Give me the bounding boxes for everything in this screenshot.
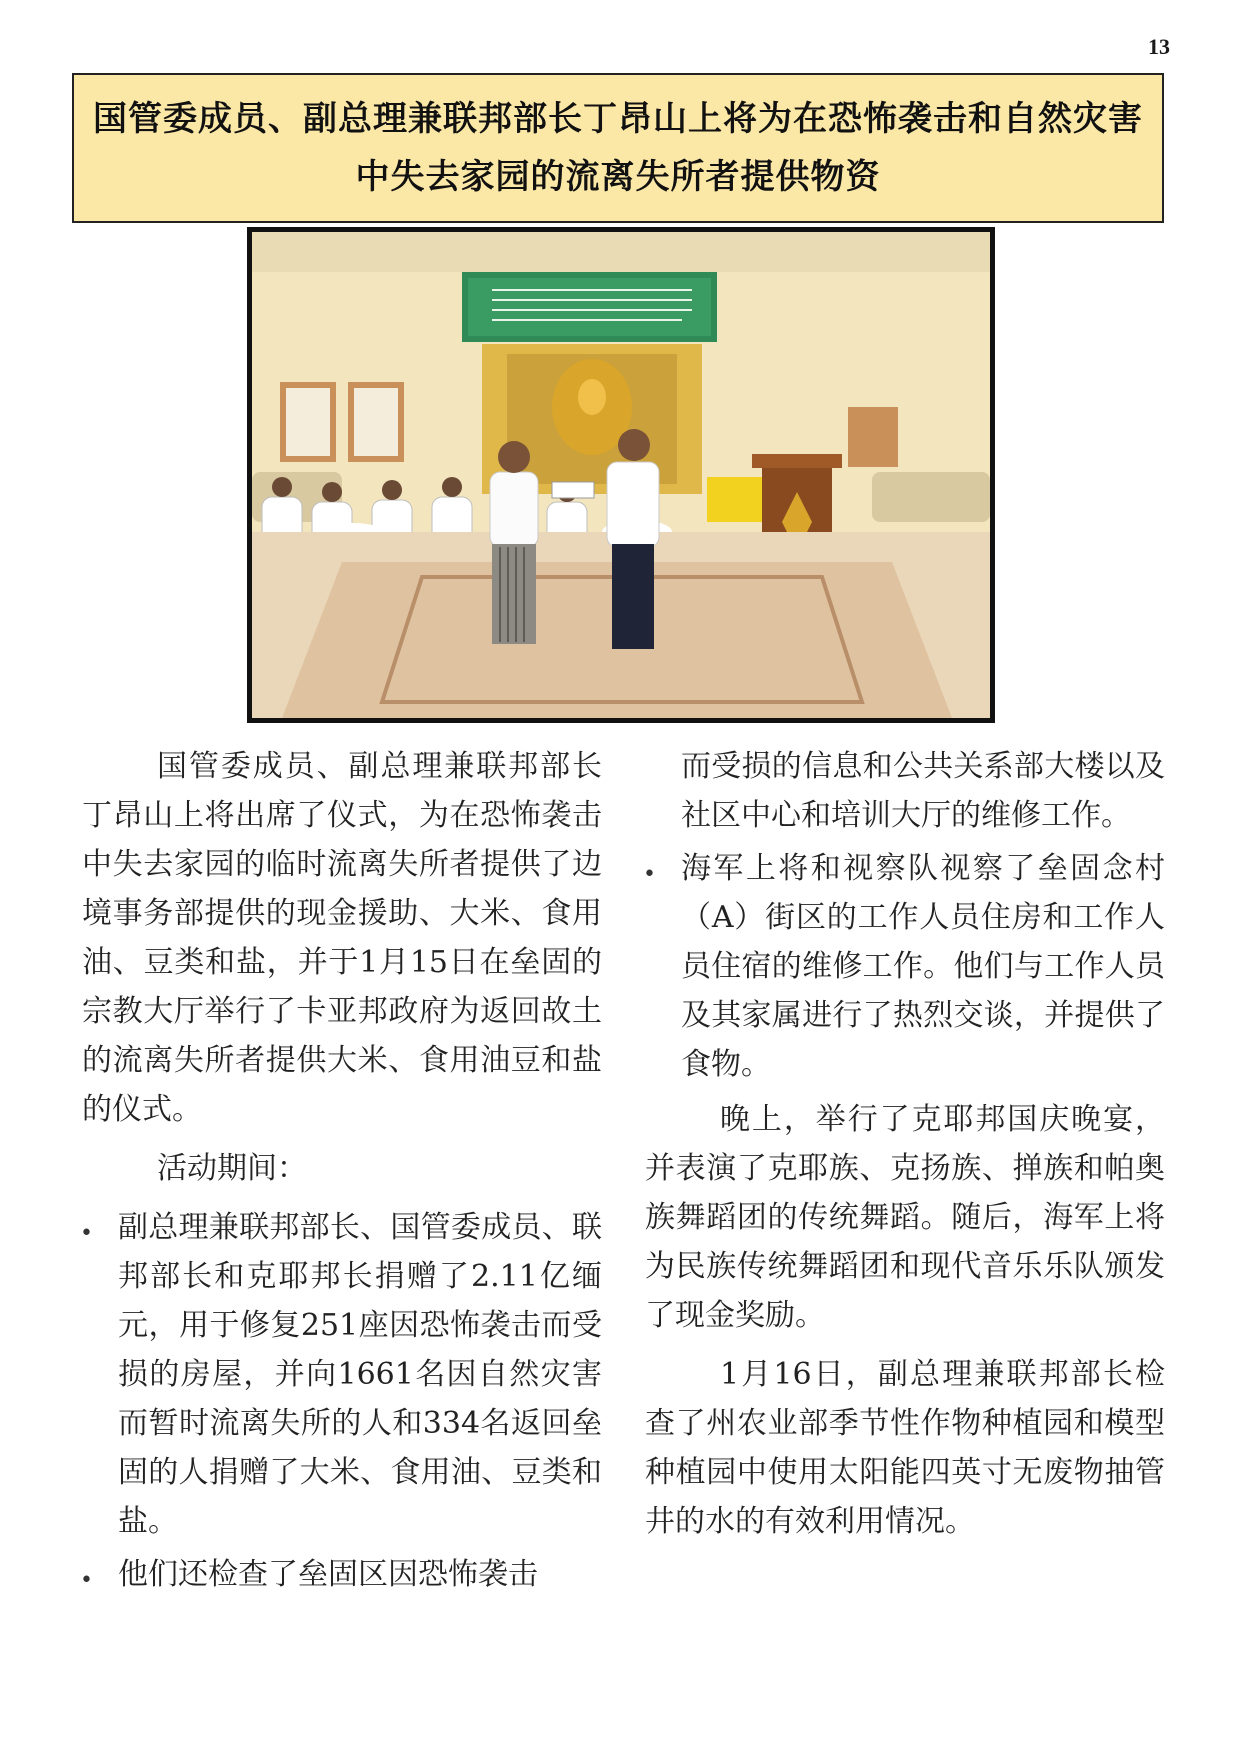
bullet-donation: • 副总理兼联邦部长、国管委成员、联邦部长和克耶邦长捐赠了2.11亿缅元，用于修复251座因恐怖袭击而受损的房屋，并向1661名因自然灾害而暂时流离失所的人和334名返回垒固的人捐赠了大米、食用油、豆类和盐。 bbox=[82, 1203, 602, 1546]
jan16-paragraph: 1月16日，副总理兼联邦部长检查了州农业部季节性作物种植园和模型种植园中使用太阳能四英寸无废物抽管井的水的有效利用情况。 bbox=[645, 1357, 1165, 1539]
person-right bbox=[607, 462, 659, 547]
bullet-inspection-start: • 他们还检查了垒固区因恐怖袭击 bbox=[82, 1550, 602, 1599]
person-left bbox=[490, 472, 538, 547]
evening-paragraph: 晚上，举行了克耶邦国庆晚宴，并表演了克耶族、克扬族、掸族和帕奥族舞蹈团的传统舞蹈。随后，海军上将为民族传统舞蹈团和现代音乐乐队颁发了现金奖励。 bbox=[645, 1102, 1165, 1333]
right-column bbox=[645, 742, 1165, 1556]
left-column bbox=[82, 742, 602, 1603]
envelope bbox=[552, 482, 594, 498]
intro-paragraph: 国管委成员、副总理兼联邦部长丁昂山上将出席了仪式，为在恐怖袭击中失去家园的临时流离失所者提供了边境事务部提供的现金援助、大米、食用油、豆类和盐，并于1月15日在垒固的宗教大厅举行了卡亚邦政府为返回故土的流离失所者提供大米、食用油豆和盐的仪式。 bbox=[82, 749, 602, 1127]
bullet-inspection-cont: 而受损的信息和公共关系部大楼以及社区中心和培训大厅的维修工作。 bbox=[681, 749, 1165, 833]
article-title: 国管委成员、副总理兼联邦部长丁昂山上将为在恐怖袭击和自然灾害中失去家园的流离失所者提供物资 bbox=[93, 99, 1143, 197]
page-number: 13 bbox=[1148, 34, 1170, 59]
bullet-navy-visit: • 海军上将和视察队视察了垒固念村（A）街区的工作人员住房和工作人员住宿的维修工作。他们与工作人员及其家属进行了热烈交谈，并提供了食物。 bbox=[645, 844, 1165, 1089]
title-box bbox=[72, 73, 1164, 223]
ceremony-photo-illustration bbox=[252, 232, 990, 718]
during-label: 活动期间： bbox=[157, 1151, 307, 1186]
ceremony-photo bbox=[247, 227, 995, 723]
